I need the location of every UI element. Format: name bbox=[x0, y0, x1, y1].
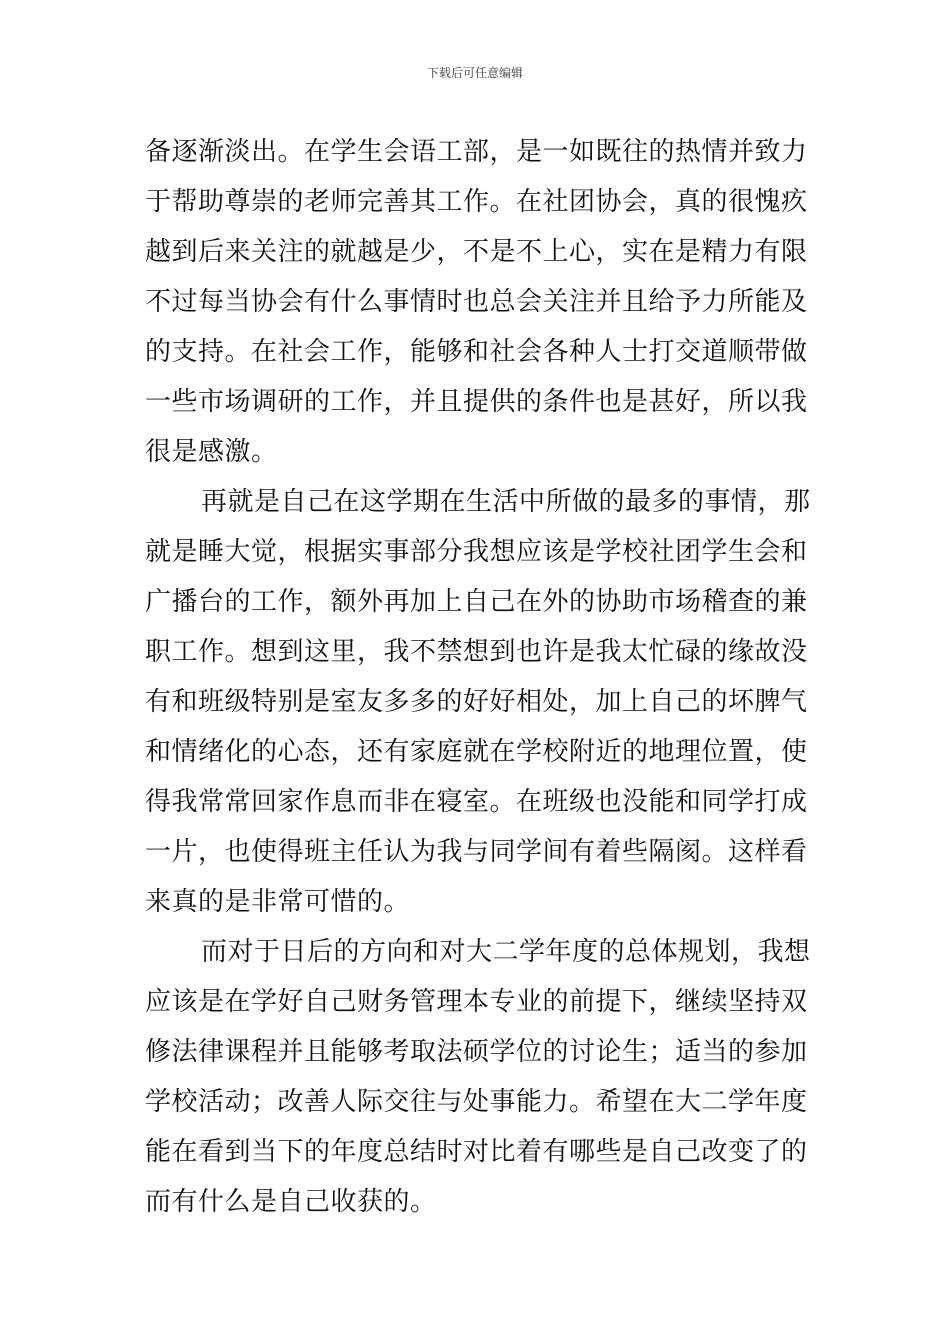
text-line: 修法律课程并且能够考取法硕学位的讨论生；适当的参加 bbox=[145, 1037, 808, 1067]
page-header: 下载后可任意编辑 bbox=[426, 66, 523, 80]
text-line: 备逐渐淡出。在学生会语工部，是一如既往的热情并致力 bbox=[145, 137, 808, 167]
paragraph-3 bbox=[145, 927, 810, 1227]
text-line: 不过每当协会有什么事情时也总会关注并且给予力所能及 bbox=[145, 287, 808, 317]
paragraph-2 bbox=[145, 477, 810, 927]
text-line: 能在看到当下的年度总结时对比着有哪些是自己改变了的 bbox=[145, 1137, 808, 1167]
document-body bbox=[145, 127, 810, 1227]
text-line: 广播台的工作，额外再加上自己在外的协助市场稽查的兼 bbox=[145, 587, 808, 617]
text-line: 很是感激。 bbox=[145, 437, 278, 467]
text-line: 得我常常回家作息而非在寝室。在班级也没能和同学打成 bbox=[145, 787, 808, 817]
text-line: 于帮助尊崇的老师完善其工作。在社团协会，真的很愧疚 bbox=[145, 187, 808, 217]
text-line: 学校活动；改善人际交往与处事能力。希望在大二学年度 bbox=[145, 1087, 808, 1117]
text-line: 一些市场调研的工作，并且提供的条件也是甚好，所以我 bbox=[145, 387, 808, 417]
text-line: 应该是在学好自己财务管理本专业的前提下，继续坚持双 bbox=[145, 987, 808, 1017]
text-line: 职工作。想到这里，我不禁想到也许是我太忙碌的缘故没 bbox=[145, 637, 808, 667]
text-line: 而对于日后的方向和对大二学年度的总体规划，我想 bbox=[201, 937, 811, 967]
paragraph-1 bbox=[145, 127, 810, 477]
text-line: 和情绪化的心态，还有家庭就在学校附近的地理位置，使 bbox=[145, 737, 808, 767]
text-line: 的支持。在社会工作，能够和社会各种人士打交道顺带做 bbox=[145, 337, 808, 367]
text-line: 一片，也使得班主任认为我与同学间有着些隔阂。这样看 bbox=[145, 837, 808, 867]
text-line: 就是睡大觉，根据实事部分我想应该是学校社团学生会和 bbox=[145, 537, 808, 567]
text-line: 来真的是非常可惜的。 bbox=[145, 887, 411, 917]
text-line: 有和班级特别是室友多多的好好相处，加上自己的坏脾气 bbox=[145, 687, 808, 717]
text-line: 再就是自己在这学期在生活中所做的最多的事情，那 bbox=[201, 487, 811, 517]
text-line: 越到后来关注的就越是少，不是不上心，实在是精力有限 bbox=[145, 237, 808, 267]
text-line: 而有什么是自己收获的。 bbox=[145, 1187, 437, 1217]
